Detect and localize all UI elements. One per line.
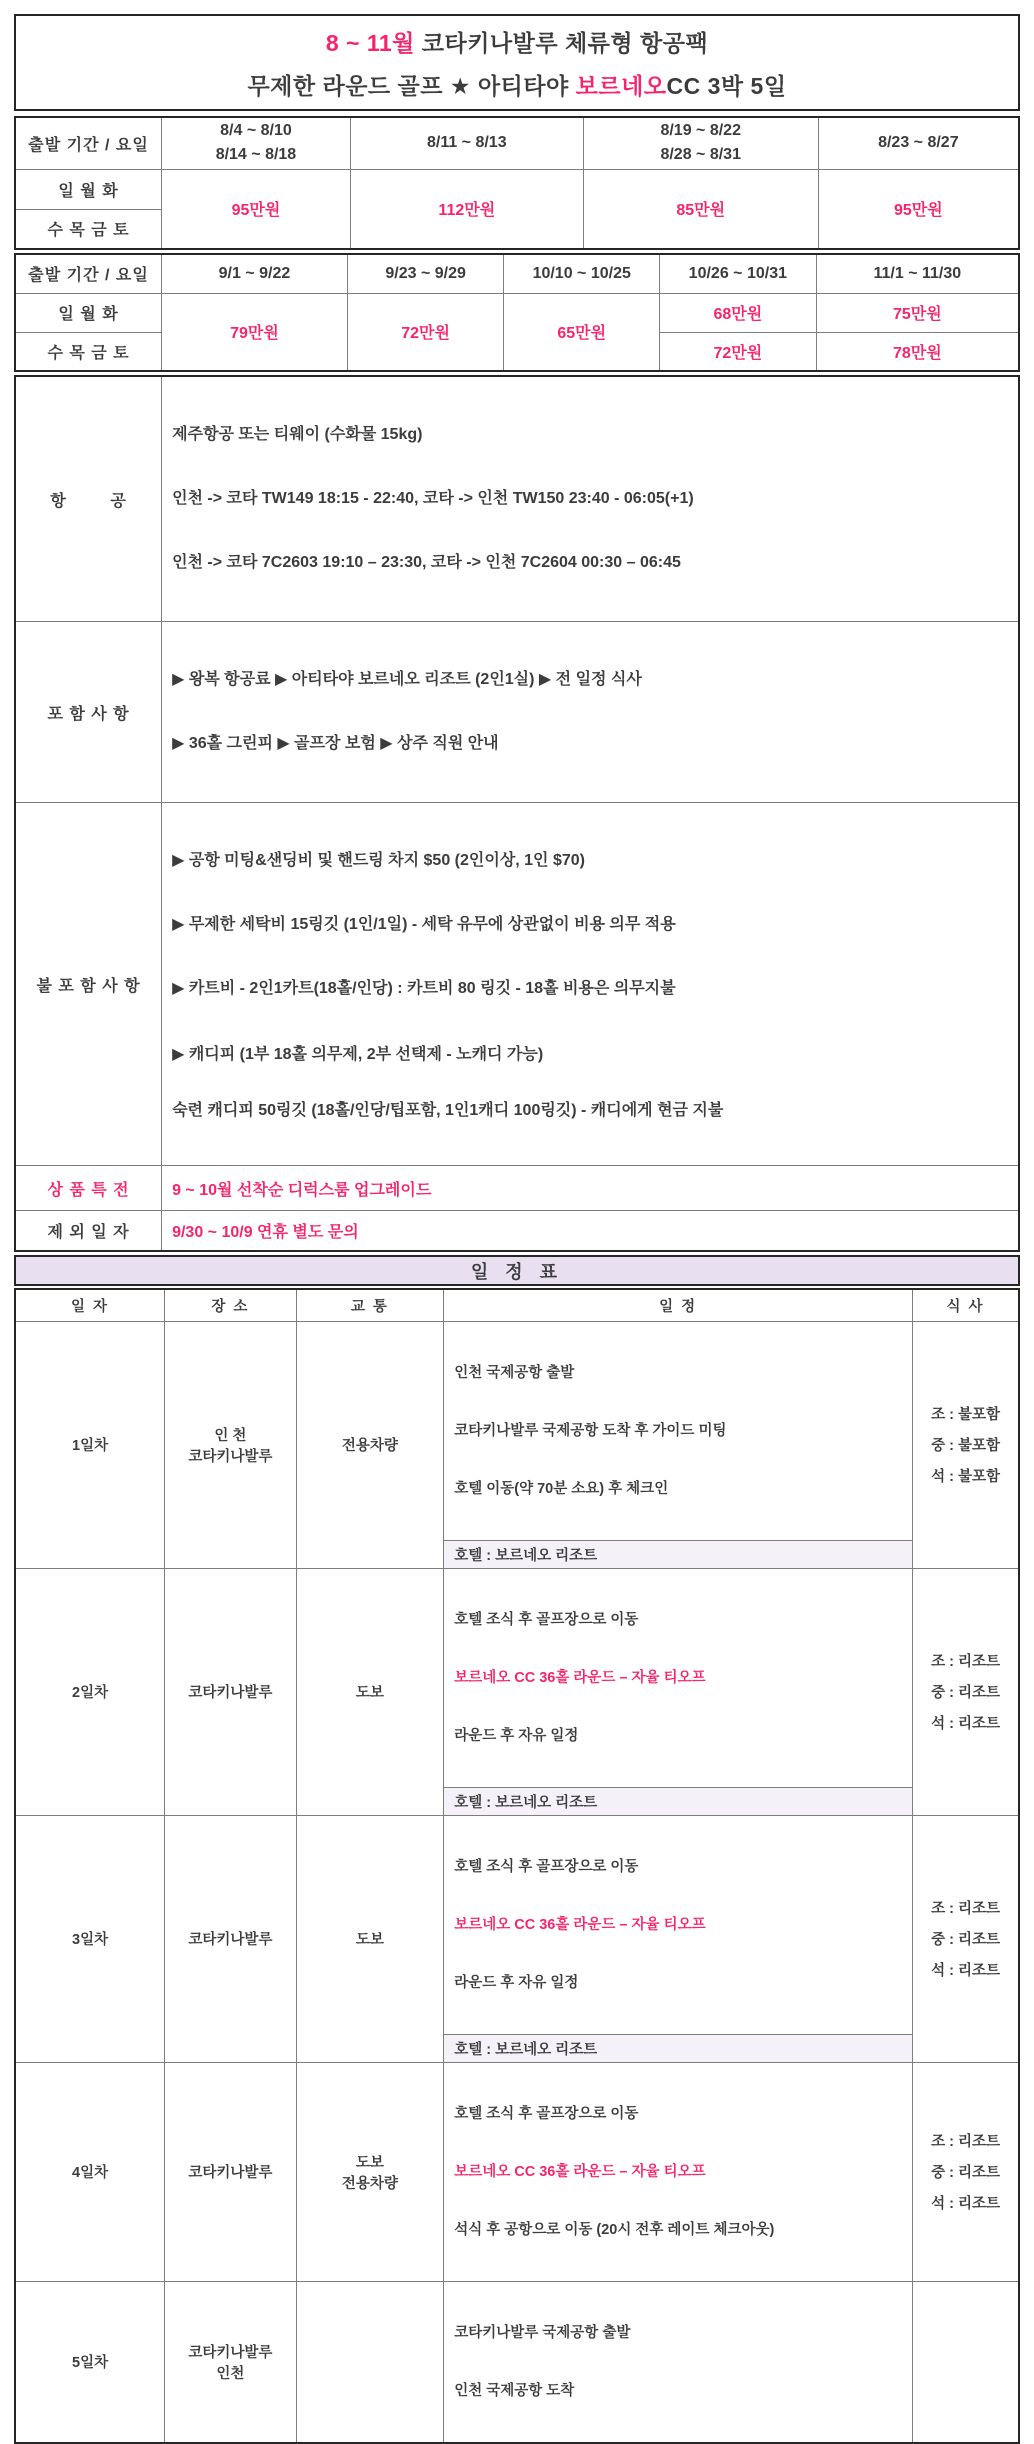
day-row-5 xyxy=(15,2281,1019,2443)
package-title-line2 xyxy=(247,68,786,101)
price-table-sept-nov xyxy=(14,253,1020,372)
price-cell: 72만원 xyxy=(660,332,817,371)
meals-cell xyxy=(913,2281,1019,2443)
period-cell: 9/23 ~ 9/29 xyxy=(347,254,504,293)
itinerary-banner: 일 정 표 xyxy=(14,1255,1020,1286)
place-cell: 코타키나발루 xyxy=(165,2062,297,2281)
transport-cell xyxy=(296,2281,444,2443)
period-cell: 11/1 ~ 11/30 xyxy=(816,254,1019,293)
included-row xyxy=(15,622,1019,803)
benefit-row xyxy=(15,1166,1019,1211)
price-cell: 95만원 xyxy=(818,169,1019,249)
place-cell: 코타키나발루 인천 xyxy=(165,2281,297,2443)
flight-row-label: 항 공 xyxy=(15,376,162,622)
title-golf-course: 보르네오 xyxy=(575,72,667,99)
price-cell: 72만원 xyxy=(347,293,504,371)
itinerary-header-row xyxy=(15,1289,1019,1321)
benefit-value: 9 ~ 10월 선착순 디럭스룸 업그레이드 xyxy=(162,1166,1019,1211)
hotel-cell: 호텔 : 보르네오 리조트 xyxy=(444,1540,913,1568)
itinerary-table xyxy=(14,1288,1020,2444)
included-items: ▶ 왕복 항공료 ▶ 아티타야 보르네오 리조트 (2인1실) ▶ 전 일정 식사 ▶ 36홀 그린피 ▶ 골프장 보험 ▶ 상주 직원 안내 xyxy=(162,622,1019,803)
schedule-cell: 호텔 조식 후 골프장으로 이동 보르네오 CC 36홀 라운드 – 자율 티오프 라운드 후 자유 일정 xyxy=(444,1568,913,1787)
weekday-row-label: 일 월 화 xyxy=(15,169,162,209)
col-header-transport: 교 통 xyxy=(296,1289,444,1321)
period-cell: 10/10 ~ 10/25 xyxy=(504,254,660,293)
weekday-row-label: 일 월 화 xyxy=(15,293,162,332)
period-cell: 8/4 ~ 8/10 8/14 ~ 8/18 xyxy=(162,117,351,169)
meals-cell: 조 : 리조트 중 : 리조트 석 : 리조트 xyxy=(913,1568,1019,1815)
col-header-place: 장 소 xyxy=(165,1289,297,1321)
period-cell: 10/26 ~ 10/31 xyxy=(660,254,817,293)
schedule-cell: 호텔 조식 후 골프장으로 이동 보르네오 CC 36홀 라운드 – 자율 티오프 라운드 후 자유 일정 xyxy=(444,1815,913,2034)
title-month-range: 8 ~ 11월 xyxy=(325,29,415,56)
transport-cell: 전용차량 xyxy=(296,1321,444,1568)
title-line1-text: 코타키나발루 체류형 항공팩 xyxy=(414,29,709,56)
place-cell: 코타키나발루 xyxy=(165,1568,297,1815)
excluded-row xyxy=(15,803,1019,1166)
day-row-1 xyxy=(15,1321,1019,1540)
price-cell: 68만원 xyxy=(660,293,817,332)
place-cell: 코타키나발루 xyxy=(165,1815,297,2062)
package-title-box xyxy=(14,14,1020,111)
period-row-label: 출발 기간 / 요일 xyxy=(15,254,162,293)
excluded-dates-row-label: 제 외 일 자 xyxy=(15,1211,162,1252)
col-header-meals: 식 사 xyxy=(913,1289,1019,1321)
hotel-cell: 호텔 : 보르네오 리조트 xyxy=(444,2034,913,2062)
price-cell: 85만원 xyxy=(583,169,818,249)
period-cell: 8/11 ~ 8/13 xyxy=(350,117,583,169)
day-label: 3일차 xyxy=(15,1815,165,2062)
benefit-row-label: 상 품 특 전 xyxy=(15,1166,162,1211)
meals-cell: 조 : 불포함 중 : 불포함 석 : 불포함 xyxy=(913,1321,1019,1568)
price-cell: 78만원 xyxy=(816,332,1019,371)
flight-info: 제주항공 또는 티웨이 (수화물 15kg) 인천 -> 코타 TW149 18:15 - 22:40, 코타 -> 인천 TW150 23:40 - 06:05(+1) 인천 -> 코타 7C2603 19:10 – 23:30, 코타 -> 인천 7C2604 00:30 – 06:45 xyxy=(162,376,1019,622)
flight-info-row xyxy=(15,376,1019,622)
included-row-label: 포 함 사 항 xyxy=(15,622,162,803)
weekday-row-label: 수 목 금 토 xyxy=(15,209,162,249)
title-line2-pre: 무제한 라운드 골프 ★ 아티타야 xyxy=(247,72,576,99)
excluded-dates-value: 9/30 ~ 10/9 연휴 별도 문의 xyxy=(162,1211,1019,1252)
excluded-row-label: 불 포 함 사 항 xyxy=(15,803,162,1166)
period-cell: 8/23 ~ 8/27 xyxy=(818,117,1019,169)
transport-cell: 도보 xyxy=(296,1568,444,1815)
schedule-cell: 인천 국제공항 출발 코타키나발루 국제공항 도착 후 가이드 미팅 호텔 이동(약 70분 소요) 후 체크인 xyxy=(444,1321,913,1540)
schedule-cell: 코타키나발루 국제공항 출발 인천 국제공항 도착 xyxy=(444,2281,913,2443)
meals-cell: 조 : 리조트 중 : 리조트 석 : 리조트 xyxy=(913,2062,1019,2281)
package-info-table xyxy=(14,375,1020,1252)
col-header-day: 일 자 xyxy=(15,1289,165,1321)
weekday-row-label: 수 목 금 토 xyxy=(15,332,162,371)
transport-cell: 도보 전용차량 xyxy=(296,2062,444,2281)
price-cell: 95만원 xyxy=(162,169,351,249)
period-row-label: 출발 기간 / 요일 xyxy=(15,117,162,169)
price-cell: 79만원 xyxy=(162,293,348,371)
day-label: 2일차 xyxy=(15,1568,165,1815)
price-cell: 65만원 xyxy=(504,293,660,371)
period-cell: 8/19 ~ 8/22 8/28 ~ 8/31 xyxy=(583,117,818,169)
day-row-2 xyxy=(15,1568,1019,1787)
price-cell: 112만원 xyxy=(350,169,583,249)
excluded-dates-row xyxy=(15,1211,1019,1252)
excluded-items: ▶ 공항 미팅&샌딩비 및 핸드링 차지 $50 (2인이상, 1인 $70) ▶ 무제한 세탁비 15링깃 (1인/1일) - 세탁 유무에 상관없이 비용 의무 적용 ▶ 카트비 - 2인1카트(18홀/인당) : 카트비 80 링깃 - 18홀 비용은 의무지불 ▶ 캐디피 (1부 18홀 의무제, 2부 선택제 - 노캐디 가능) 숙련 캐디피 50링깃 (18홀/인당/팁포함, 1인1캐디 100링깃) - 캐디에게 현금 지불 xyxy=(162,803,1019,1166)
day-label: 5일차 xyxy=(15,2281,165,2443)
price-table-august xyxy=(14,116,1020,250)
place-cell: 인 천 코타키나발루 xyxy=(165,1321,297,1568)
price-cell: 75만원 xyxy=(816,293,1019,332)
meals-cell: 조 : 리조트 중 : 리조트 석 : 리조트 xyxy=(913,1815,1019,2062)
period-cell: 9/1 ~ 9/22 xyxy=(162,254,348,293)
package-title-line1 xyxy=(326,25,708,58)
day-row-4 xyxy=(15,2062,1019,2281)
schedule-cell: 호텔 조식 후 골프장으로 이동 보르네오 CC 36홀 라운드 – 자율 티오프 석식 후 공항으로 이동 (20시 전후 레이트 체크아웃) xyxy=(444,2062,913,2281)
day-label: 1일차 xyxy=(15,1321,165,1568)
col-header-schedule: 일 정 xyxy=(444,1289,913,1321)
hotel-cell: 호텔 : 보르네오 리조트 xyxy=(444,1787,913,1815)
title-line2-post: CC 3박 5일 xyxy=(666,72,787,99)
transport-cell: 도보 xyxy=(296,1815,444,2062)
day-label: 4일차 xyxy=(15,2062,165,2281)
day-row-3 xyxy=(15,1815,1019,2034)
